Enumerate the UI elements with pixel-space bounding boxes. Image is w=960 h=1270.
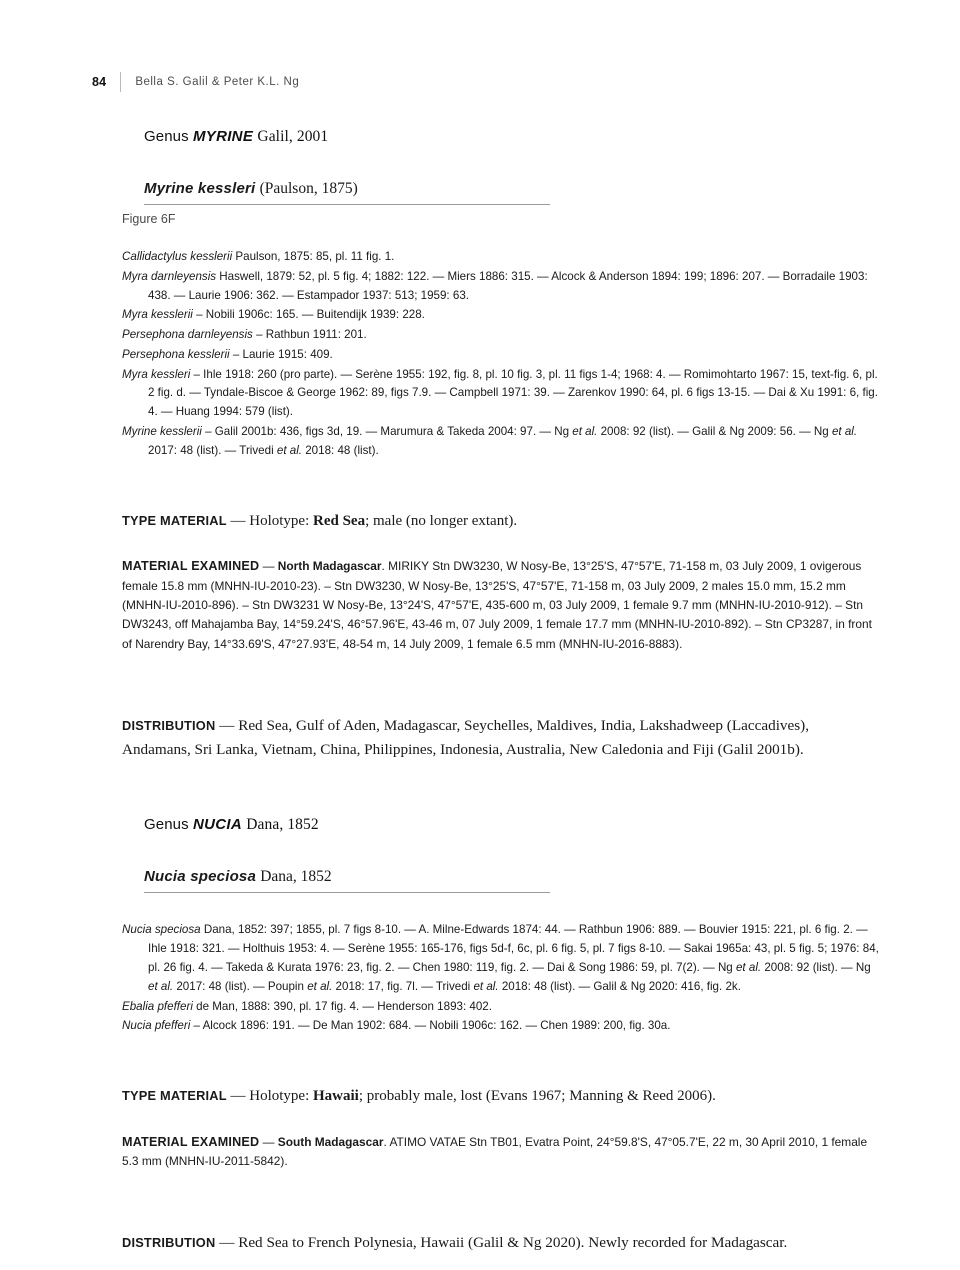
genus-label: Genus xyxy=(144,128,189,145)
distribution-text: — Red Sea to French Polynesia, Hawaii (Galil & Ng 2020). Newly recorded for Madagascar. xyxy=(215,1234,788,1252)
header-authors: Bella S. Galil & Peter K.L. Ng xyxy=(135,76,300,88)
genus-heading xyxy=(144,128,880,146)
header-divider xyxy=(120,72,121,92)
genus-author: Dana, 1852 xyxy=(246,816,319,834)
synonymy-entry: Persephona darnleyensis – Rathbun 1911: 201. xyxy=(122,328,367,342)
species-name: Nucia speciosa xyxy=(144,868,257,886)
distribution-label: DISTRIBUTION xyxy=(122,1235,216,1251)
synonymy-list xyxy=(122,921,880,1036)
genus-heading xyxy=(144,816,880,834)
distribution-label: DISTRIBUTION xyxy=(122,717,216,733)
type-material-section xyxy=(122,1085,880,1108)
synonymy-list xyxy=(122,248,880,461)
species-author: Dana, 1852 xyxy=(260,868,332,886)
material-examined-section xyxy=(122,1132,880,1172)
species-heading xyxy=(144,180,550,205)
synonymy-entry: Persephona kesslerii – Laurie 1915: 409. xyxy=(122,347,333,361)
synonymy-entry: Ebalia pfefferi de Man, 1888: 390, pl. 17 fig. 4. — Henderson 1893: 402. xyxy=(122,999,492,1013)
material-examined-section xyxy=(122,556,880,654)
type-material-text: — Holotype: Red Sea; male (no longer extant). xyxy=(226,512,518,529)
type-material-label: TYPE MATERIAL xyxy=(122,1088,227,1104)
material-examined-text: — North Madagascar. MIRIKY Stn DW3230, W Nosy-Be, 13°25'S, 47°57'E, 71-158 m, 03 July 2009, 1 ovigerous female 15.8 mm (MNHN-IU-2010-23). – Stn DW3230, W Nosy-Be, 13°25'S, 47°57'E, 71-158 m, 03 July 2009, 2 males 15.0 mm, 15.2 mm (MNHN-IU-2010-896). – Stn DW3231 W Nosy-Be, 13°24'S, 47°57'E, 435-600 m, 03 July 2009, 1 female 9.7 mm (MNHN-IU-2010-912). – Stn DW3243, off Mahajamba Bay, 14°59.24'S, 46°57.96'E, 43-46 m, 07 July 2009, 1 female 17.7 mm (MNHN-IU-2010-892). – Stn CP3287, in front of Narendry Bay, 14°33.69'S, 47°27.93'E, 48-54 m, 14 July 2009, 1 female 6.5 mm (MNHN-IU-2016-8883). xyxy=(122,559,872,651)
genus-author: Galil, 2001 xyxy=(257,128,329,145)
distribution-section xyxy=(122,1231,880,1255)
synonymy-entry: Callidactylus kesslerii Paulson, 1875: 85, pl. 11 fig. 1. xyxy=(122,250,395,263)
species-name: Myrine kessleri xyxy=(144,180,256,197)
taxon-entry-nucia xyxy=(122,816,880,1255)
figure-reference: Figure 6F xyxy=(122,212,176,226)
distribution-text: — Red Sea, Gulf of Aden, Madagascar, Seychelles, Maldives, India, Lakshadweep (Laccadives), Andamans, Sri Lanka, Vietnam, China, Philippines, Indonesia, Australia, New Caledonia and Fiji (Galil 2001b). xyxy=(122,716,810,758)
page-number: 84 xyxy=(92,75,107,89)
synonymy-entry: Nucia speciosa Dana, 1852: 397; 1855, pl. 7 figs 8-10. — A. Milne-Edwards 1874: 44. — Rathbun 1906: 889. — Bouvier 1915: 221, pl. 6 fig. 2. — Ihle 1918: 321. — Holthuis 1953: 4. — Serène 1955: 165-176, figs 5d-f, 6c, pl. 6 fig. 5, pl. 7 figs 8-10. — Sakai 1965a: 43, pl. 5 fig. 5; 1976: 84, pl. 26 fig. 4. — Takeda & Kurata 1976: 23, fig. 2. — Chen 1980: 119, fig. 2. — Dai & Song 1986: 59, pl. 7(2). — Ng et al. 2008: 92 (list). — Ng et al. 2017: 48 (list). — Poupin et al. 2018: 17, fig. 7l. — Trivedi et al. 2018: 48 (list). — Galil & Ng 2020: 416, fig. 2k. xyxy=(122,923,879,993)
species-author: (Paulson, 1875) xyxy=(259,180,358,197)
species-heading xyxy=(144,868,550,893)
type-material-label: TYPE MATERIAL xyxy=(122,512,227,528)
genus-name: NUCIA xyxy=(192,816,242,834)
synonymy-entry: Myra kesslerii – Nobili 1906c: 165. — Buitendijk 1939: 228. xyxy=(122,308,425,322)
material-examined-label: MATERIAL EXAMINED xyxy=(122,1134,260,1149)
synonymy-entry: Myrine kesslerii – Galil 2001b: 436, figs 3d, 19. — Marumura & Takeda 2004: 97. — Ng et al. 2008: 92 (list). — Galil & Ng 2009: 56. — Ng et al. 2017: 48 (list). — Trivedi et al. 2018: 48 (list). xyxy=(122,425,858,457)
type-material-text: — Holotype: Hawaii; probably male, lost (Evans 1967; Manning & Reed 2006). xyxy=(226,1088,716,1105)
running-head xyxy=(92,72,299,92)
synonymy-entry: Myra darnleyensis Haswell, 1879: 52, pl. 5 fig. 4; 1882: 122. — Miers 1886: 315. — Alcock & Anderson 1894: 199; 1896: 207. — Borradaile 1903: 438. — Laurie 1906: 362. — Estampador 1937: 513; 1959: 63. xyxy=(122,269,868,302)
distribution-section xyxy=(122,714,880,762)
material-examined-label: MATERIAL EXAMINED xyxy=(122,559,260,574)
page-body xyxy=(122,128,880,1270)
synonymy-entry: Myra kessleri – Ihle 1918: 260 (pro parte). — Serène 1955: 192, fig. 8, pl. 10 fig. 3, pl. 11 figs 1-4; 1968: 4. — Romimohtarto 1967: 15, text-fig. 6, pl. 2 fig. d. — Tyndale-Biscoe & George 1962: 89, figs 7.9. — Campbell 1971: 39. — Zarenkov 1990: 64, pl. 6 figs 13-15. — Dai & Xu 1991: 6, fig. 4. — Huang 1994: 579 (list). xyxy=(122,367,878,419)
material-examined-text: — South Madagascar. ATIMO VATAE Stn TB01, Evatra Point, 24°59.8'S, 47°05.7'E, 22 m, 30 April 2010, 1 female 5.3 mm (MNHN-IU-2011-5842). xyxy=(122,1134,868,1169)
genus-label: Genus xyxy=(144,816,189,834)
taxon-entry-myrine xyxy=(122,128,880,761)
genus-name: MYRINE xyxy=(192,128,254,145)
type-material-section xyxy=(122,510,880,533)
synonymy-entry: Nucia pfefferi – Alcock 1896: 191. — De Man 1902: 684. — Nobili 1906c: 162. — Chen 1989: 200, fig. 30a. xyxy=(122,1019,671,1033)
